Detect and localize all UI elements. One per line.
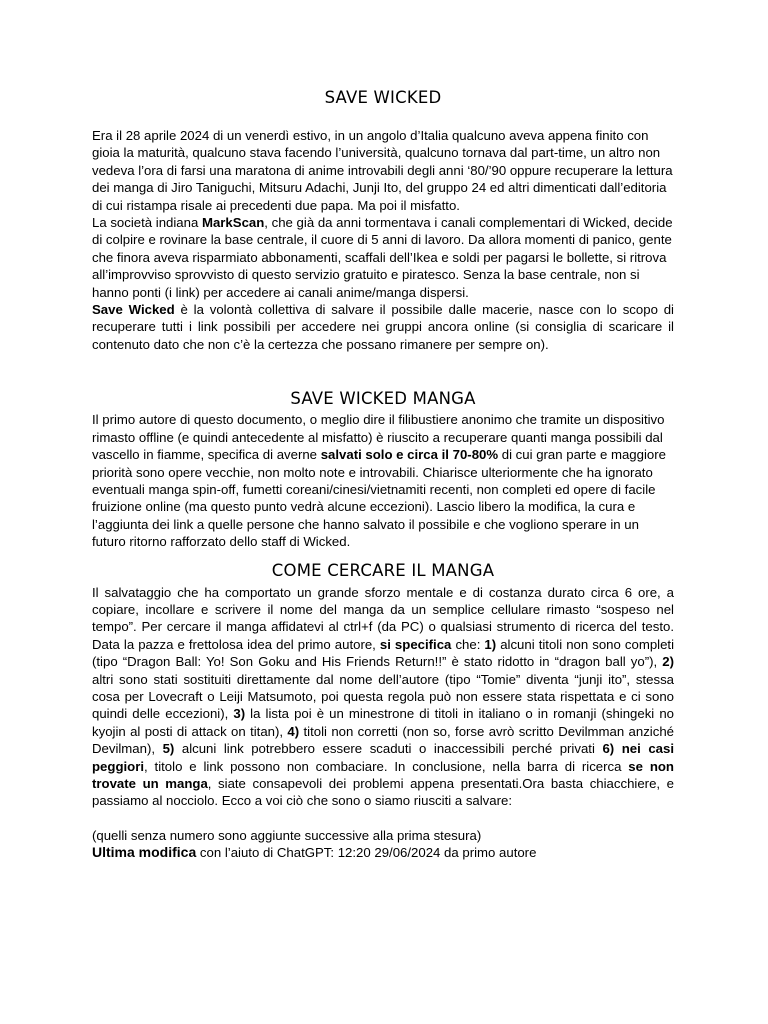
bold-text: se non trovate un manga <box>92 758 674 791</box>
text: che: <box>451 636 485 652</box>
manga-paragraph <box>92 411 674 550</box>
text: altri sono stati sostituiti direttamente dal nome dell’autore (tipo “Tomie” diventa “junji ito”, stessa cosa per Lovecraft o Leiji Matsumoto, poi questa regola può non essere stata rispettata e ci sono quindi delle eccezioni), <box>92 671 674 722</box>
text: , titolo e link possono non combaciare. In conclusione, nella barra di ricerca <box>144 758 629 774</box>
text: di cui gran parte e maggiore priorità sono opere vecchie, non molto note e introvabili. Chiarisce ulteriormente che ha ignorato eventuali manga spin-off, fumetti coreani/cinesi/vietnamiti recenti, non completi ed opere di facile fruizione online (ma questo punto vedrà alcune eccezioni). Lascio libero la modifica, la cura e l’aggiunta dei link a quelle persone che hanno salvato il possibile e che vogliono sperare in un futuro ritorno rafforzato dello staff di Wicked. <box>92 447 666 550</box>
bold-text: 1) <box>484 636 497 652</box>
bold-text: 2) <box>662 654 674 670</box>
text: Il primo autore di questo documento, o meglio dire il filibustiere anonimo che tramite un dispositivo rimasto offline (e quindi antecedente al misfatto) è riuscito a recuperare quanti manga possibili dal vascello in fiamme, specifica di averne <box>92 412 665 463</box>
percentage-bold: salvati solo e circa il 70-80% <box>320 447 499 463</box>
intro-paragraph: Era il 28 aprile 2024 di un venerdì estivo, in un angolo d’Italia qualcuno aveva appena finito con gioia la maturità, qualcuno stava facendo l’università, qualcuno tornava dal part-time, un altro non vedeva l’ora di farsi una maratona di anime introvabili degli anni ‘80/’90 oppure recuperare la lettura dei manga di Jiro Taniguchi, Mitsuru Adachi, Junji Ito, del gruppo 24 ed altri dimenticati dall’editoria di cui ristampa risale ai precedenti due papa. Ma poi il misfatto. <box>92 128 673 213</box>
markscan-paragraph <box>92 214 674 301</box>
text: la lista poi è un minestrone di titoli in italiano o in romanji (shingeki no kyojin al posti di attack on titan), <box>92 706 674 739</box>
text: Il salvataggio che ha comportato un grande sforzo mentale e di costanza durato circa 6 ore, a copiare, incollare e scrivere il nome del manga da un semplice cellulare rimasto “sospeso nel tempo”. Per cercare il manga affidatevi al ctrl+f (da PC) o qualsiasi strumento di ricerca del testo. Data la pazza e frettolosa idea del primo autore, <box>92 584 674 652</box>
section-save-wicked <box>92 127 674 353</box>
spacer <box>92 810 674 827</box>
bold-text: si specifica <box>379 636 452 652</box>
bold-text: 5) <box>162 741 175 757</box>
last-modified-line <box>92 844 674 861</box>
last-modified-text: con l’aiuto di ChatGPT: 12:20 29/06/2024 da primo autore <box>196 845 537 861</box>
text: , siate consapevoli dei problemi appena presentati.Ora basta chiacchiere, e passiamo al nocciolo. Ecco a voi ciò che sono o siamo riusciti a salvare: <box>92 776 674 809</box>
text: alcuni titoli non sono completi (tipo “Dragon Ball: Yo! Son Goku and His Friends Return!!” è stato ridotto in “dragon ball yo”), <box>92 636 675 670</box>
markscan-bold: MarkScan <box>201 215 265 231</box>
section-title-save-wicked: SAVE WICKED <box>324 88 442 107</box>
bold-text: 6) nei casi peggiori <box>92 741 675 774</box>
document-page <box>92 88 674 862</box>
save-wicked-paragraph <box>92 301 674 353</box>
last-modified-label: Ultima modifica <box>92 844 197 861</box>
section-title-save-wicked-manga: SAVE WICKED MANGA <box>290 389 476 409</box>
save-wicked-bold: Save Wicked <box>92 302 175 318</box>
section-title-come-cercare: COME CERCARE IL MANGA <box>271 560 495 580</box>
text: titoli non corretti (non so, forse avrò scritto Devilmman anziché Devilman), <box>92 723 674 757</box>
search-paragraph <box>92 584 674 810</box>
text: , che già da anni tormentava i canali complementari di Wicked, decide di colpire e rovinare la base centrale, il cuore di 5 anni di lavoro. Da allora momenti di panico, gente che finora aveva risparmiato abbonamenti, scaffali dell’Ikea e soldi per pagarsi le bollette, si ritrova all’improvviso sprovvisto di questo servizio gratuito e piratesco. Senza la base centrale, non si hanno ponti (i link) per accedere ai canali anime/manga dispersi. <box>92 215 673 300</box>
text: La società indiana <box>92 215 202 231</box>
text: è la volontà collettiva di salvare il possibile dalle macerie, nasce con lo scopo di recuperare tutti i link possibili per accedere nei gruppi ancora online (si consiglia di scaricare il contenuto dato che non c’è la certezza che possano rimanere per sempre on). <box>92 302 674 352</box>
text: alcuni link potrebbero essere scaduti o inaccessibili perché privati <box>174 741 603 757</box>
bold-text: 3) <box>233 706 246 722</box>
bold-text: 4) <box>287 723 300 739</box>
note-line: (quelli senza numero sono aggiunte successive alla prima stesura) <box>92 827 482 843</box>
